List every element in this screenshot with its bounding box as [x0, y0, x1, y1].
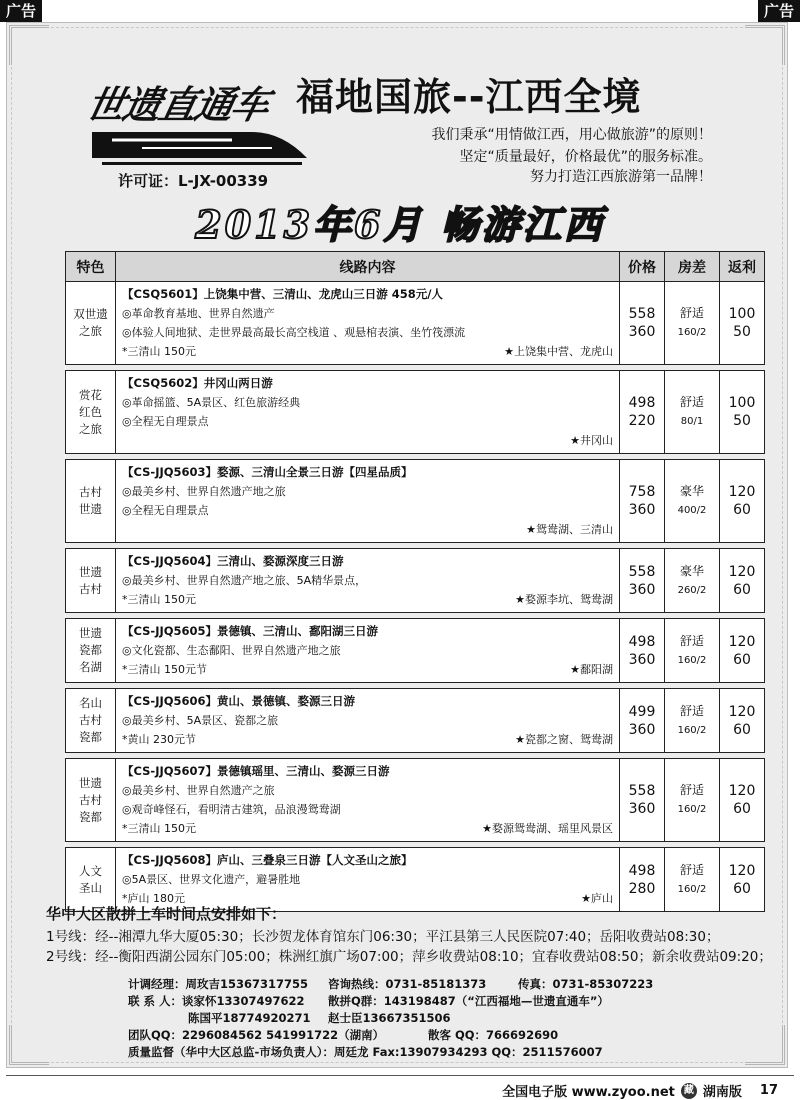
- route-content: [116, 689, 620, 753]
- route-footer: [122, 819, 613, 838]
- route-title: 【CS-JJQ5608】庐山、三叠泉三日游【人文圣山之旅】: [122, 853, 413, 867]
- route-point: ◎文化瓷都、生态鄱阳、世界自然遗产地之旅: [122, 644, 341, 657]
- license-number: 许可证：L-JX-00339: [118, 172, 269, 190]
- quality-supervision: 质量监督（华中大区总监-市场负责人）：周廷龙 Fax:13907934293 QQ：2511576007: [128, 1045, 603, 1059]
- rebate-value: 100: [728, 306, 756, 322]
- route-highlight: ★鸳鸯湖、三清山: [526, 523, 613, 536]
- route-title: 【CS-JJQ5605】景德镇、三清山、鄱阳湖三日游: [122, 624, 379, 638]
- price-value: 498: [628, 862, 656, 879]
- table-row: [66, 759, 765, 842]
- route-note: *三清山 150元: [122, 345, 196, 358]
- route-rebate: [720, 848, 765, 912]
- route-feature: [66, 371, 116, 454]
- feature-text: 瓷都: [79, 809, 102, 824]
- footer-divider: [6, 1075, 794, 1076]
- feature-text: 名湖: [79, 660, 102, 674]
- contact-3: 赵士臣13667351506: [328, 1011, 451, 1025]
- route-highlight: ★婺源鸳鸯湖、瑶里风景区: [482, 822, 613, 835]
- route-content: [116, 460, 620, 543]
- header-route: 线路内容: [116, 252, 620, 282]
- route-feature: [66, 848, 116, 912]
- route-title: 【CS-JJQ5604】三清山、婺源深度三日游: [122, 554, 344, 568]
- feature-text: 瓷都: [79, 730, 102, 744]
- route-point: ◎最美乡村、世界自然遗产地之旅: [122, 485, 286, 498]
- guest-qq: 散客 QQ：766692690: [428, 1028, 559, 1042]
- qq-group: 散拼Q群：143198487（“江西福地—世遗直通车”）: [328, 994, 609, 1008]
- route-content: [116, 619, 620, 683]
- feature-text: 红色: [79, 404, 102, 419]
- route-content: [116, 759, 620, 842]
- route-price: [620, 759, 665, 842]
- route-point: ◎5A景区、世界文化遗产，避暑胜地: [122, 873, 301, 886]
- rebate-value: 120: [728, 633, 756, 650]
- route-highlight: ★鄱阳湖: [570, 663, 613, 676]
- table-row: [66, 282, 765, 365]
- fax: 传真：0731-85307223: [518, 977, 654, 991]
- route-rebate: [720, 371, 765, 454]
- room-level: 舒适: [679, 783, 704, 797]
- feature-text: 古村: [79, 792, 102, 807]
- route-point: ◎最美乡村、世界自然遗产地之旅、5A精华景点，: [122, 574, 367, 587]
- room-level: 舒适: [679, 395, 704, 409]
- feature-text: 之旅: [79, 421, 102, 436]
- price-value: 558: [628, 783, 656, 799]
- route-room-diff: [665, 549, 720, 613]
- header-rebate: 返利: [720, 252, 765, 282]
- price-value: 498: [628, 633, 656, 650]
- schedule-line-2: 2号线：经--衡阳西湖公园东门05:00；株洲红旗广场07:00；萍乡收费站08:10；宜春收费站08:50；新余收费站09:20；: [46, 949, 772, 965]
- page-number: 17: [759, 1083, 778, 1098]
- feature-text: 古村: [79, 485, 102, 499]
- feature-text: 人文: [79, 863, 102, 878]
- feature-text: 世遗: [79, 502, 102, 516]
- route-room-diff: [665, 759, 720, 842]
- company-logo: [82, 62, 312, 174]
- route-feature: [66, 282, 116, 365]
- route-footer: [122, 730, 613, 749]
- room-ratio: 160/2: [677, 804, 707, 815]
- route-note: *三清山 150元: [122, 822, 196, 835]
- feature-text: 古村: [79, 713, 102, 727]
- rebate-value: 60: [733, 721, 751, 738]
- header-feature: 特色: [66, 252, 116, 282]
- route-highlight: ★上饶集中营、龙虎山: [504, 345, 613, 358]
- table-row: [66, 371, 765, 454]
- route-point: ◎最美乡村、世界自然遗产之旅: [122, 784, 275, 797]
- price-value: 360: [628, 581, 656, 598]
- route-feature: [66, 460, 116, 543]
- route-highlight: ★婺源李坑、鸳鸯湖: [515, 593, 613, 606]
- route-price: [620, 689, 665, 753]
- route-highlight: ★井冈山: [570, 434, 613, 447]
- footer-badge-icon: 藏: [681, 1083, 697, 1099]
- room-level: 舒适: [679, 703, 704, 718]
- route-rebate: [720, 282, 765, 365]
- company-title: 福地国旅--江西全境: [296, 75, 642, 119]
- route-rebate: [720, 460, 765, 543]
- price-value: 499: [628, 703, 656, 720]
- team-qq: 团队QQ：2296084562 541991722（湖南）: [128, 1028, 385, 1042]
- ad-label-left: 广告: [0, 0, 42, 22]
- header-price: 价格: [620, 252, 665, 282]
- route-price: [620, 460, 665, 543]
- rebate-value: 120: [728, 783, 756, 799]
- route-rebate: [720, 619, 765, 683]
- room-ratio: 80/1: [680, 416, 704, 427]
- feature-text: 瓷都: [79, 643, 102, 657]
- feature-text: 世遗: [79, 775, 102, 790]
- rebate-value: 120: [728, 703, 756, 720]
- route-price: [620, 371, 665, 454]
- rebate-value: 50: [733, 413, 751, 429]
- route-feature: [66, 619, 116, 683]
- price-value: 758: [628, 484, 656, 500]
- route-point: ◎全程无自理景点: [122, 415, 209, 428]
- price-value: 558: [628, 563, 656, 580]
- contact-person: 联 系 人：谈家怀13307497622: [128, 994, 305, 1008]
- route-point: ◎观奇峰怪石，看明清古建筑，品浪漫鸳鸯湖: [122, 803, 341, 816]
- page-footer: [502, 1081, 778, 1100]
- rebate-value: 60: [733, 880, 751, 897]
- route-title: 【CSQ5602】井冈山两日游: [122, 376, 273, 390]
- slogan-line: 努力打造江西旅游第一品牌！: [530, 169, 712, 185]
- table-row: [66, 689, 765, 753]
- route-footer: [122, 520, 613, 539]
- route-point: ◎体验人间地狱、走世界最高最长高空栈道 、观悬棺表演、坐竹筏漂流: [122, 326, 466, 339]
- table-row: [66, 848, 765, 912]
- schedule-line-1: 1号线：经--湘潭九华大厦05:30；长沙贺龙体育馆东门06:30；平江县第三人民医院07:40；岳阳收费站08:30；: [46, 929, 720, 945]
- route-point: ◎革命教育基地、世界自然遗产: [122, 307, 275, 320]
- rebate-value: 50: [733, 324, 751, 340]
- slogan-line: 坚定“质量最好，价格最优”的服务标准。: [459, 149, 712, 165]
- route-feature: [66, 689, 116, 753]
- room-ratio: 160/2: [677, 327, 707, 338]
- route-room-diff: [665, 371, 720, 454]
- rebate-value: 120: [728, 484, 756, 500]
- slogan-line: 我们秉承“用情做江西，用心做旅游”的原则！: [431, 127, 712, 143]
- room-level: 舒适: [679, 862, 704, 877]
- table-header-row: [66, 252, 765, 282]
- route-room-diff: [665, 619, 720, 683]
- room-ratio: 160/2: [677, 883, 707, 895]
- price-value: 360: [628, 324, 656, 340]
- price-value: 220: [628, 413, 656, 429]
- route-title: 【CS-JJQ5603】婺源、三清山全景三日游【四星品质】: [122, 465, 413, 479]
- ad-label-right: 广告: [758, 0, 800, 22]
- room-level: 舒适: [679, 306, 704, 320]
- feature-text: 之旅: [79, 324, 102, 338]
- route-room-diff: [665, 689, 720, 753]
- route-title: 【CS-JJQ5606】黄山、景德镇、婺源三日游: [122, 694, 356, 708]
- route-content: [116, 549, 620, 613]
- feature-text: 赏花: [79, 387, 102, 402]
- feature-text: 名山: [79, 696, 102, 710]
- route-content: [116, 371, 620, 454]
- table-row: [66, 460, 765, 543]
- route-feature: [66, 759, 116, 842]
- route-price: [620, 619, 665, 683]
- rebate-value: 60: [733, 651, 751, 668]
- headline: 2013年6月 畅游江西: [195, 202, 605, 247]
- route-rebate: [720, 549, 765, 613]
- route-table: [65, 251, 765, 912]
- room-ratio: 260/2: [677, 584, 707, 596]
- route-note: *庐山 180元: [122, 892, 185, 905]
- room-level: 豪华: [679, 484, 704, 498]
- route-highlight: ★庐山: [581, 892, 613, 905]
- route-table-body: [66, 282, 765, 912]
- route-rebate: [720, 689, 765, 753]
- route-price: [620, 848, 665, 912]
- route-content: [116, 282, 620, 365]
- logo-text: 世遗直通车: [82, 82, 273, 127]
- table-row: [66, 619, 765, 683]
- route-room-diff: [665, 460, 720, 543]
- table-row: [66, 549, 765, 613]
- footer-edition: 湖南版: [702, 1085, 742, 1100]
- route-note: *三清山 150元节: [122, 663, 207, 676]
- feature-text: 双世遗: [73, 307, 108, 321]
- footer-site[interactable]: 全国电子版 www.zyoo.net: [502, 1085, 675, 1100]
- price-value: 360: [628, 651, 656, 668]
- plan-manager: 计调经理：周玫吉15367317755: [128, 977, 309, 991]
- rebate-value: 60: [733, 581, 751, 598]
- route-point: ◎全程无自理景点: [122, 504, 209, 517]
- route-feature: [66, 549, 116, 613]
- room-level: 豪华: [679, 563, 704, 578]
- feature-text: 圣山: [79, 880, 102, 895]
- route-content: [116, 848, 620, 912]
- room-ratio: 400/2: [677, 505, 707, 516]
- route-title: 【CSQ5601】上饶集中营、三清山、龙虎山三日游 458元/人: [122, 287, 443, 301]
- route-price: [620, 549, 665, 613]
- feature-text: 古村: [79, 581, 102, 596]
- route-point: ◎最美乡村、5A景区、瓷都之旅: [122, 714, 279, 727]
- room-ratio: 160/2: [677, 724, 707, 736]
- price-value: 360: [628, 721, 656, 738]
- feature-text: 世遗: [79, 564, 102, 579]
- price-value: 360: [628, 502, 656, 518]
- route-footer: [122, 590, 613, 609]
- route-footer: [122, 431, 613, 450]
- room-ratio: 160/2: [677, 654, 707, 666]
- hotline: 咨询热线：0731-85181373: [328, 977, 487, 991]
- route-note: *黄山 230元节: [122, 733, 196, 746]
- rebate-value: 60: [733, 801, 751, 817]
- route-room-diff: [665, 282, 720, 365]
- route-rebate: [720, 759, 765, 842]
- rebate-value: 100: [728, 395, 756, 411]
- route-footer: [122, 660, 613, 679]
- route-note: *三清山 150元: [122, 593, 196, 606]
- schedule-title: 华中大区散拼上车时间点安排如下：: [46, 905, 287, 923]
- price-value: 558: [628, 306, 656, 322]
- header-room-diff: 房差: [665, 252, 720, 282]
- route-price: [620, 282, 665, 365]
- price-value: 280: [628, 880, 656, 897]
- contact-2: 陈国平18774920271: [188, 1011, 311, 1025]
- room-level: 舒适: [679, 633, 704, 648]
- price-value: 498: [628, 395, 656, 411]
- route-footer: [122, 342, 613, 361]
- price-value: 360: [628, 801, 656, 817]
- rebate-value: 120: [728, 563, 756, 580]
- rebate-value: 60: [733, 502, 751, 518]
- route-highlight: ★瓷都之窗、鸳鸯湖: [515, 733, 613, 746]
- feature-text: 世遗: [79, 626, 102, 640]
- route-title: 【CS-JJQ5607】景德镇瑶里、三清山、婺源三日游: [122, 764, 390, 778]
- rebate-value: 120: [728, 862, 756, 879]
- route-room-diff: [665, 848, 720, 912]
- route-point: ◎革命摇篮、5A景区、红色旅游经典: [122, 396, 301, 409]
